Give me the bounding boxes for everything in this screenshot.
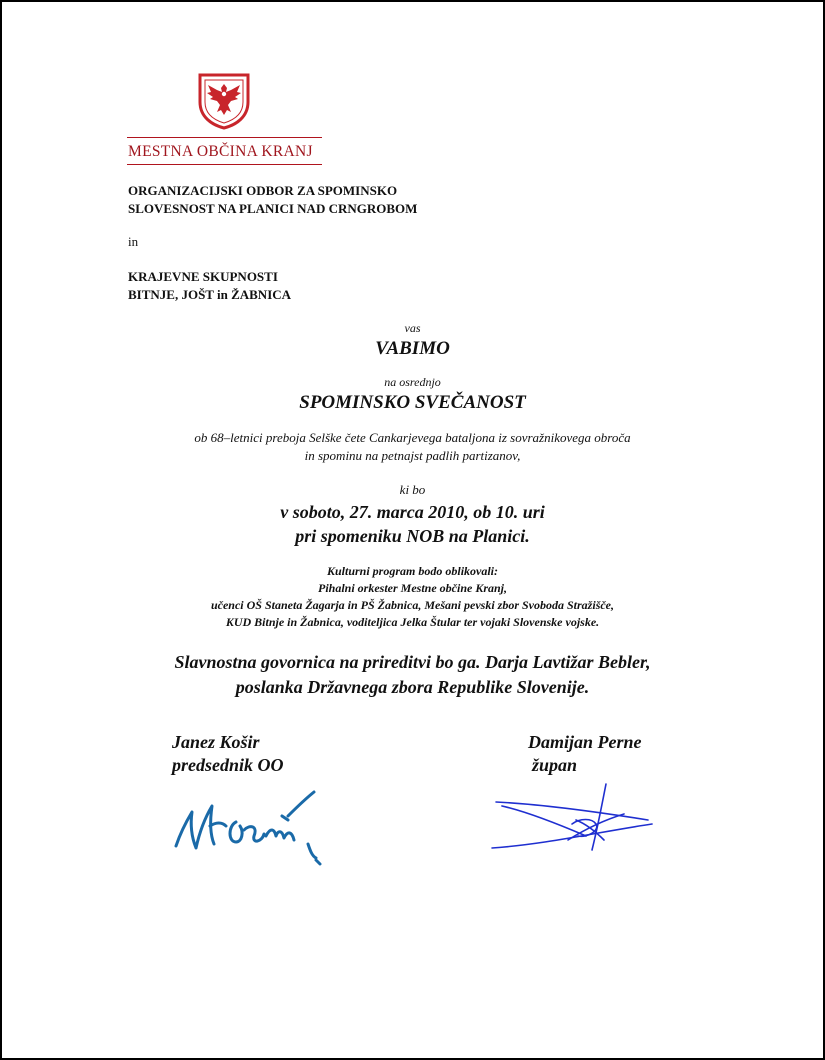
signatory-right-title: župan: [532, 755, 578, 775]
signatory-left-title: predsednik OO: [172, 755, 284, 775]
communities-name: [128, 268, 291, 304]
ki-bo-text: ki bo: [399, 482, 426, 497]
org-name: MESTNA OBČINA KRANJ: [128, 143, 313, 160]
program-line-2: učenci OŠ Staneta Žagarja in PŠ Žabnica, Mešani pevski zbor Svoboda Stražišče,: [210, 598, 615, 612]
event-date: v soboto, 27. marca 2010, ob 10. uri: [280, 502, 545, 522]
vabimo-heading: VABIMO: [375, 338, 450, 359]
communities-line-2: BITNJE, JOŠT in ŽABNICA: [128, 287, 292, 302]
program-intro: Kulturni program bodo oblikovali:: [326, 564, 499, 578]
vas-text: vas: [404, 321, 421, 335]
program-line-1: Pihalni orkester Mestne občine Kranj,: [317, 581, 508, 595]
signature-right: [488, 780, 658, 856]
occasion-text: [2, 429, 823, 465]
signatory-left-name: Janez Košir: [172, 732, 260, 752]
program-line-3: KUD Bitnje in Žabnica, voditeljica Jelka Štular ter vojaki Slovenske vojske.: [225, 615, 600, 629]
occasion-line-1: ob 68–letnici preboja Selške čete Cankarjevega bataljona iz sovražnikovega obroča: [194, 430, 631, 445]
na-osrednjo-text: na osrednjo: [384, 375, 441, 389]
signatory-right-name: Damijan Perne: [528, 732, 642, 752]
committee-line-1: ORGANIZACIJSKI ODBOR ZA SPOMINSKO: [128, 183, 398, 198]
committee-line-2: SLOVESNOST NA PLANICI NAD CRNGROBOM: [128, 201, 418, 216]
signatory-right: [528, 731, 642, 777]
program-block: [2, 563, 823, 631]
communities-line-1: KRAJEVNE SKUPNOSTI: [128, 269, 278, 284]
kranj-coat-of-arms-icon: [196, 72, 252, 130]
speaker-block: [2, 650, 823, 700]
org-rule-bottom: [127, 164, 322, 165]
speaker-line-2: poslanka Državnega zbora Republike Slovenije.: [235, 677, 590, 697]
event-title: SPOMINSKO SVEČANOST: [299, 392, 526, 413]
occasion-line-2: in spominu na petnajst padlih partizanov,: [304, 448, 521, 463]
org-rule-top: [127, 137, 322, 138]
signatory-left: [172, 731, 284, 777]
speaker-line-1: Slavnostna govornica na prireditvi bo ga. Darja Lavtižar Bebler,: [174, 652, 651, 672]
signature-left: [170, 786, 330, 872]
event-place: pri spomeniku NOB na Planici.: [295, 526, 530, 546]
event-datetime: [2, 500, 823, 548]
committee-name: [128, 182, 417, 218]
conjunction: in: [128, 234, 139, 249]
